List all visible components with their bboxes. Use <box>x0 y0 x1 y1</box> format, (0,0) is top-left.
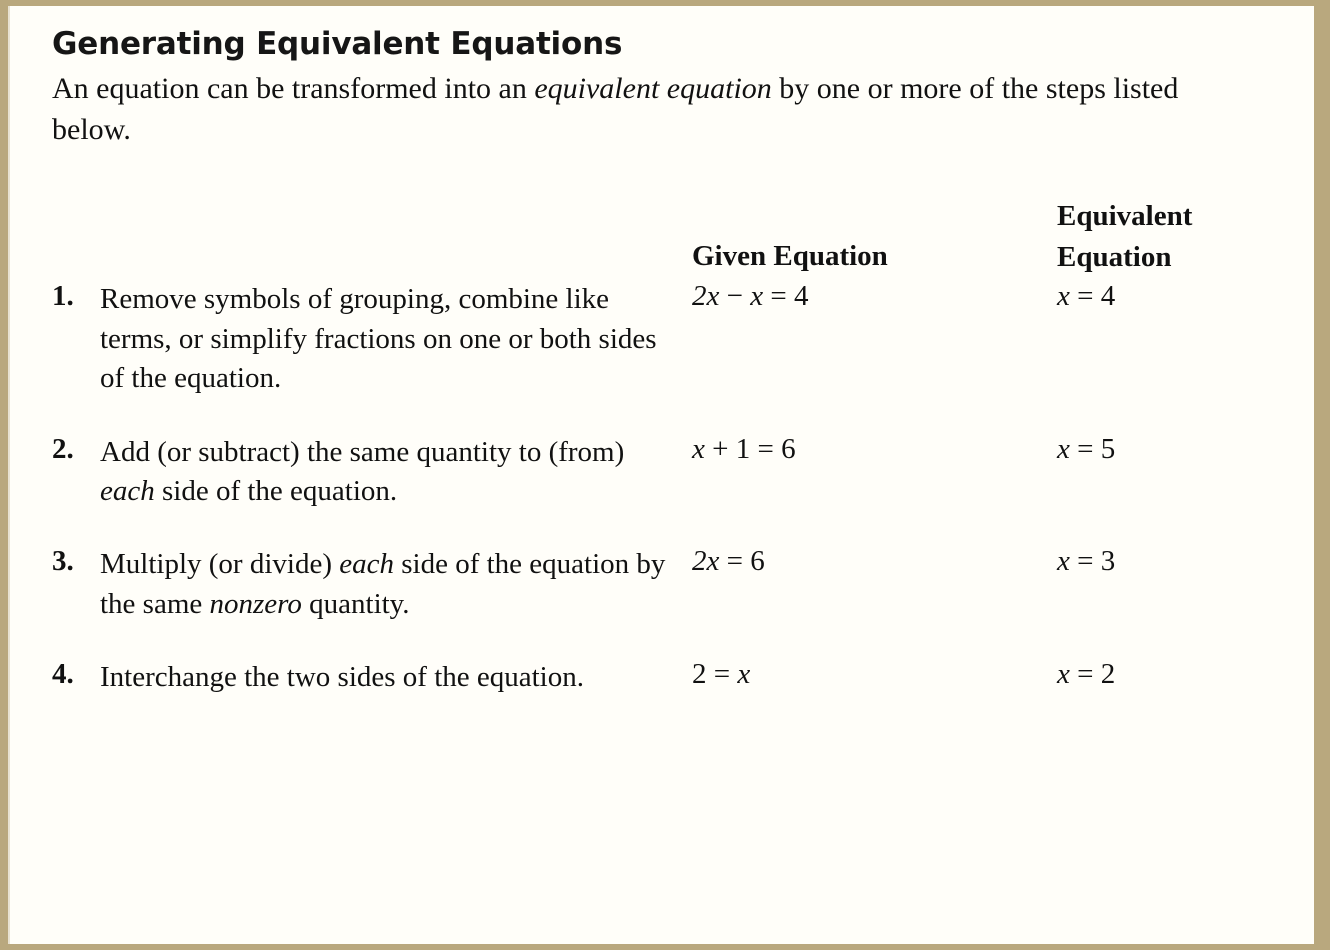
row-given-equation: x + 1 = 6 <box>692 432 796 465</box>
row-description-text: Interchange the two sides of the equation. <box>100 661 584 694</box>
row-number: 3. <box>52 545 74 578</box>
row-description <box>100 280 680 398</box>
table-row <box>52 545 1294 624</box>
column-header-given-equation: Given Equation <box>692 240 888 273</box>
table-row <box>52 433 1294 512</box>
page-title: Generating Equivalent Equations <box>52 26 623 62</box>
table-row <box>52 280 1294 398</box>
row-equivalent-equation: x = 4 <box>1057 280 1116 313</box>
equivalent-header-line1: Equivalent <box>1057 200 1193 233</box>
row-description-text: Add (or subtract) the same quantity to (from) <box>100 435 625 468</box>
row-description <box>100 545 680 624</box>
intro-paragraph <box>52 68 1242 150</box>
row-description-emphasis: each <box>100 474 155 507</box>
row-given-equation: 2x − x = 4 <box>692 280 809 313</box>
row-number: 1. <box>52 280 74 313</box>
row-description <box>100 658 680 697</box>
row-description-text2: side of the equation by the same <box>100 548 666 620</box>
row-description <box>100 433 680 512</box>
row-description-emphasis2: nonzero <box>209 587 302 620</box>
row-description-text: Multiply (or divide) <box>100 548 340 581</box>
intro-text-part1: An equation can be transformed into an <box>52 72 535 105</box>
row-equivalent-equation: x = 2 <box>1057 658 1116 691</box>
document-content <box>52 26 1294 720</box>
row-equivalent-equation: x = 3 <box>1057 545 1116 578</box>
row-number: 2. <box>52 432 74 465</box>
intro-emphasis: equivalent equation <box>534 72 772 105</box>
table-row <box>52 658 1294 697</box>
row-number: 4. <box>52 658 74 691</box>
row-description-text2: side of the equation. <box>154 474 398 507</box>
intro-text-part2: by one or more of the steps listed below. <box>52 72 1179 147</box>
row-given-equation: 2 = x <box>692 658 751 691</box>
column-header-equivalent-equation <box>1057 196 1287 277</box>
row-description-emphasis: each <box>339 548 394 581</box>
row-equivalent-equation: x = 5 <box>1057 432 1116 465</box>
row-given-equation: 2x = 6 <box>692 545 765 578</box>
row-description-text3: quantity. <box>301 587 410 620</box>
table-header-row <box>52 194 1294 280</box>
equivalent-equations-table <box>52 194 1294 698</box>
document-page <box>8 6 1314 944</box>
equivalent-header-line2: Equation <box>1057 240 1172 273</box>
row-description-text: Remove symbols of grouping, combine like terms, or simplify fractions on one or both sides of the equation. <box>100 283 657 395</box>
